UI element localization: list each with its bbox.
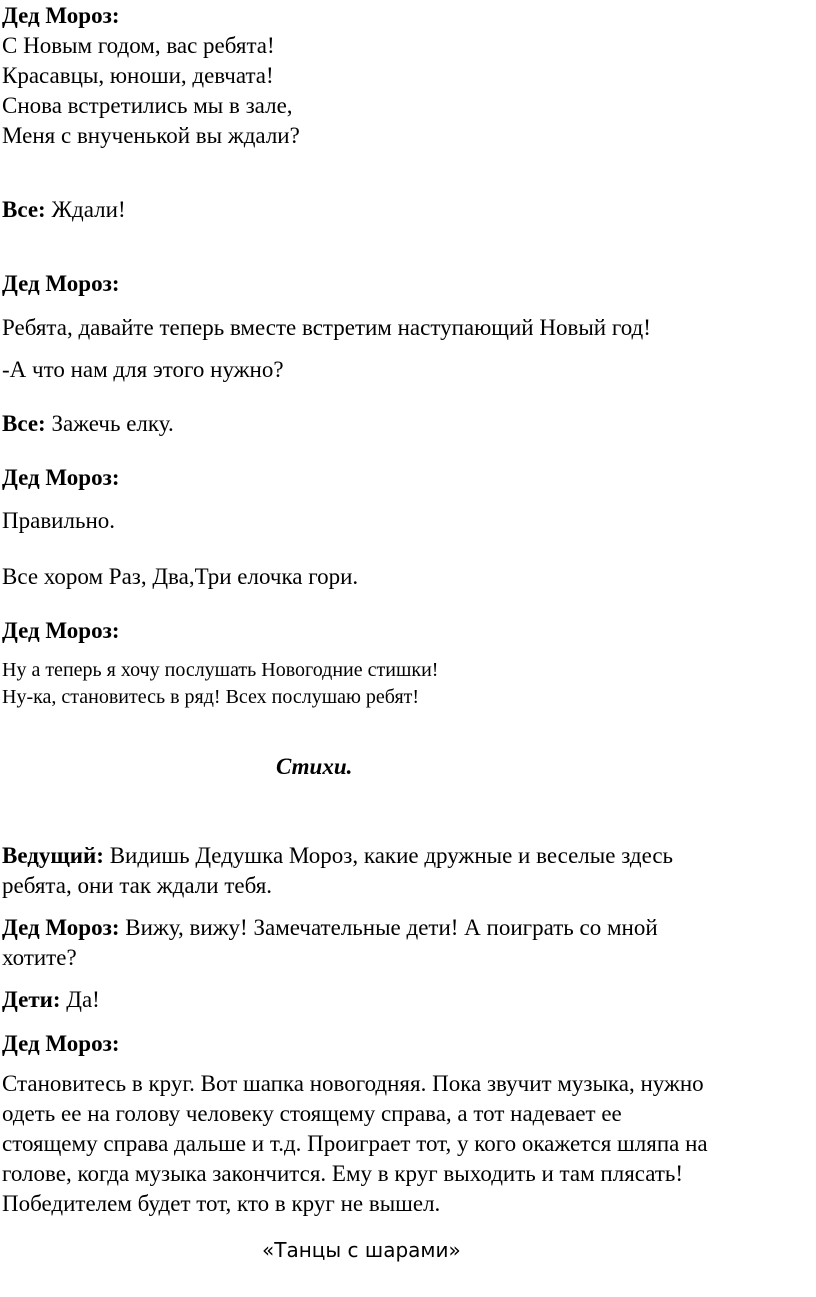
dialogue-line: Ну-ка, становитесь в ряд! Всех послушаю ребят!	[2, 686, 420, 708]
game-rules-line: Становитесь в круг. Вот шапка новогодняя. Пока звучит музыка, нужно	[2, 1071, 704, 1096]
game-rules-line: одеть ее на голову человеку стоящему справа, а тот надевает ее	[2, 1101, 622, 1126]
game-rules-line: стоящему справа дальше и т.д. Проиграет тот, у кого окажется шляпа на	[2, 1131, 708, 1156]
game-rules-line: голове, когда музыка закончится. Ему в круг выходить и там плясать!	[2, 1161, 684, 1186]
dialogue-line: -А что нам для этого нужно?	[2, 357, 284, 382]
dialogue-line: Дед Мороз: Вижу, вижу! Замечательные дети! А поиграть со мной	[2, 915, 658, 940]
dialogue-line: Правильно.	[2, 508, 116, 533]
section-title-dance: «Танцы с шарами»	[262, 1238, 461, 1262]
dialogue-line: Все: Ждали!	[2, 197, 126, 222]
speaker-line: Дед Мороз:	[2, 618, 120, 643]
dialogue-line: Все хором Раз, Два,Три елочка гори.	[2, 564, 359, 589]
poem-line: Красавцы, юноши, девчата!	[2, 63, 274, 88]
speaker-line: Дед Мороз:	[2, 1031, 120, 1056]
dialogue-line: хотите?	[2, 945, 77, 970]
dialogue-line: Ведущий: Видишь Дедушка Мороз, какие дружные и веселые здесь	[2, 843, 674, 868]
poem-line: Снова встретились мы в зале,	[2, 93, 293, 118]
speaker-line: Дед Мороз:	[2, 271, 120, 296]
poem-line: Меня с внученькой вы ждали?	[2, 123, 300, 148]
dialogue-line: ребята, они так ждали тебя.	[2, 873, 273, 898]
dialogue-line: Дети: Да!	[2, 987, 100, 1012]
section-title-poems: Стихи.	[276, 754, 353, 779]
dialogue-line: Все: Зажечь елку.	[2, 411, 174, 436]
dialogue-line: Ну а теперь я хочу послушать Новогодние стишки!	[2, 659, 439, 681]
poem-line: С Новым годом, вас ребята!	[2, 33, 275, 58]
game-rules-line: Победителем будет тот, кто в круг не вышел.	[2, 1191, 441, 1216]
speaker-line: Дед Мороз:	[2, 3, 120, 28]
speaker-line: Дед Мороз:	[2, 465, 120, 490]
dialogue-line: Ребята, давайте теперь вместе встретим наступающий Новый год!	[2, 315, 651, 340]
